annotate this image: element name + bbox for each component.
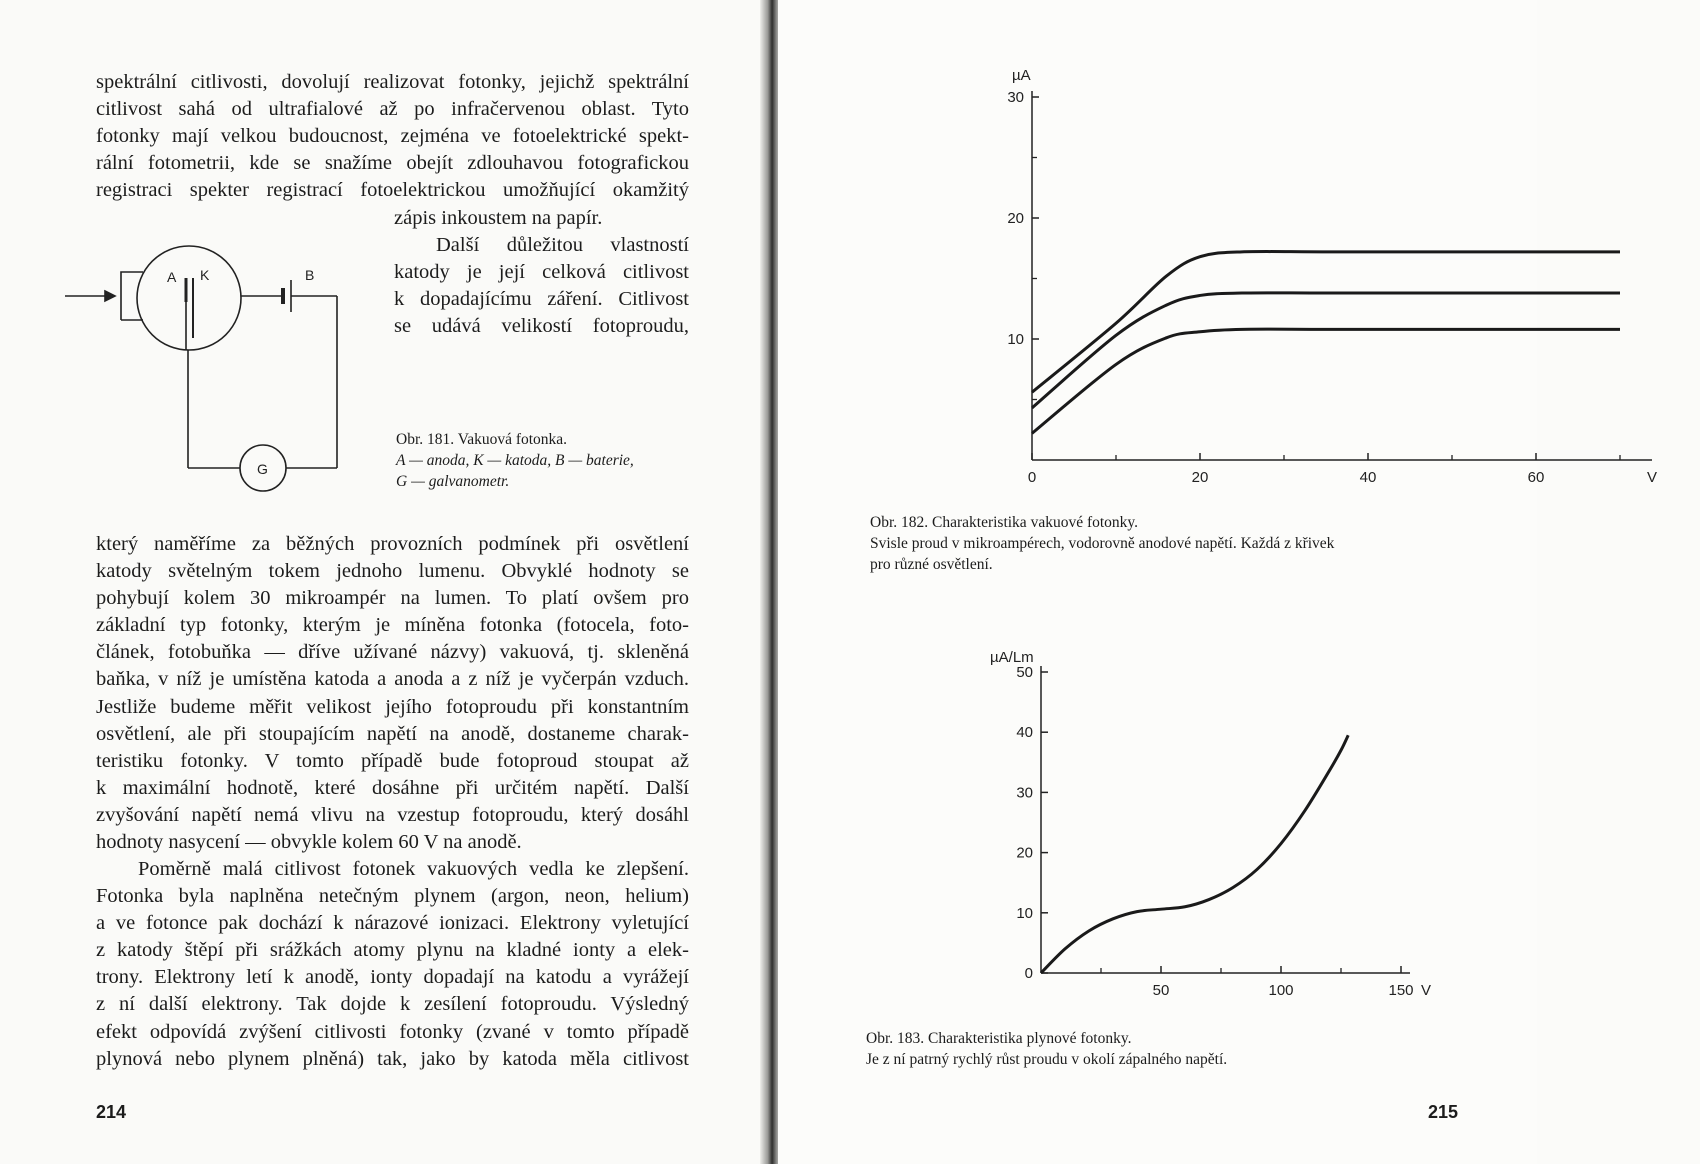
text-line: k dopadajícímu záření. Citlivost: [394, 288, 689, 311]
caption-line: Svisle proud v mikroampérech, vodorovně anodové napětí. Každá z křivek: [870, 535, 1335, 552]
text-line: se udává velikostí fotoproudu,: [394, 315, 689, 338]
text-line: Poměrně malá citlivost fotonek vakuových vedla ke zlepšení.: [138, 858, 689, 880]
x-tick-label: 100: [1268, 982, 1294, 999]
paragraph-last: [96, 856, 689, 1073]
text-line: osvětlení, ale při stoupajícím napětí na anodě, dostaneme charak-: [96, 722, 689, 745]
right-page: [778, 0, 1658, 1164]
x-tick-label: 150: [1388, 982, 1414, 999]
caption-line: Je z ní patrný rychlý růst proudu v okolí zápalného napětí.: [866, 1051, 1228, 1068]
text-line: rální fotometrii, kde se snažíme obejít zdlouhavou fotografickou: [96, 152, 689, 175]
y-axis-unit-label: µA: [1012, 67, 1031, 84]
glass-bulb: [137, 246, 241, 350]
chart-gas-phototube: [980, 640, 1700, 1020]
y-axis-unit-label: µA/Lm: [990, 649, 1034, 666]
text-line: citlivost sahá od ultrafialové až po infračervenou oblast. Tyto: [96, 98, 689, 121]
x-tick-label: 0: [1027, 469, 1037, 486]
text-line: z katody štěpí při srážkách atomy plynu na kladné ionty a elek-: [96, 939, 689, 962]
caption-title: Obr. 182. Charakteristika vakuové fotonky.: [870, 514, 1139, 531]
caption-title: Obr. 183. Charakteristika plynové fotonky.: [866, 1030, 1132, 1047]
x-axis-unit-label: V: [1646, 469, 1658, 486]
y-tick-label: 50: [1016, 664, 1033, 681]
y-tick-label: 40: [1016, 724, 1033, 742]
page-number-left: 214: [96, 1102, 127, 1122]
text-line: spektrální citlivosti, dovolují realizovat fotonky, jejichž spektrální: [96, 71, 689, 93]
text-line: zvyšování napětí nemá vlivu na vzestup fotoproudu, který dosáhl: [96, 803, 689, 826]
caption-title: Obr. 181. Vakuová fotonka.: [396, 431, 568, 448]
y-tick-label: 20: [1007, 210, 1024, 227]
y-tick-label: 0: [1024, 965, 1033, 982]
caption-line: G — galvanometr.: [396, 473, 510, 490]
text-line: registraci spekter registrací fotoelektrickou umožňující okamžitý: [96, 179, 689, 202]
caption-line: A — anoda, K — katoda, B — baterie,: [396, 452, 634, 469]
text-line: pohybují kolem 30 mikroampér na lumen. To platí ovšem pro: [96, 587, 689, 610]
y-tick-label: 10: [1016, 904, 1033, 922]
text-line: a ve fotonce pak dochází k nárazové ionizaci. Elektrony vyletující: [96, 912, 689, 935]
series-line-3: [1032, 329, 1620, 433]
figure-183-caption: [866, 1028, 1466, 1070]
x-tick-label: 50: [1152, 982, 1170, 999]
text-line: efekt odpovídá zvýšení citlivosti fotonky (zvané v tomto případě: [96, 1020, 689, 1043]
text-line: hodnoty nasycení — obvykle kolem 60 V na anodě.: [96, 831, 522, 854]
vacuum-phototube-diagram: [55, 238, 355, 498]
series-line-1: [1041, 735, 1348, 973]
page-number-right: 215: [1428, 1102, 1459, 1122]
figure-182-caption: [870, 512, 1470, 575]
text-line: Jestliže budeme měřit velikost jejího fotoproudu při konstantním: [96, 695, 689, 718]
x-axis-unit-label: V: [1420, 982, 1432, 999]
text-line: z ní další elektrony. Tak dojde k zesílení fotoproudu. Výsledný: [96, 993, 689, 1016]
y-tick-label: 10: [1007, 331, 1024, 348]
paragraph-top: [96, 69, 689, 204]
chart-vacuum-phototube: [980, 60, 1700, 490]
text-line: k maximální hodnotě, které dosáhne při určitém napětí. Další: [96, 776, 689, 799]
cathode-label: K: [200, 267, 210, 283]
x-tick-label: 20: [1191, 469, 1209, 486]
text-line: Fotonka byla naplněna netečným plynem (argon, neon, helium): [96, 885, 689, 908]
paragraph-side: [394, 205, 689, 340]
x-tick-label: 60: [1527, 469, 1545, 486]
text-line: základní typ fotonky, kterým je míněna fotonka (fotocela, foto-: [96, 614, 689, 637]
x-tick-label: 40: [1359, 469, 1377, 486]
galvanometer-label: G: [257, 461, 268, 477]
y-tick-label: 20: [1016, 844, 1033, 862]
y-tick-label: 30: [1016, 784, 1033, 802]
text-line: trony. Elektrony letí k anodě, ionty dopadají na katodu a vyrážejí: [96, 966, 689, 989]
battery-label: B: [305, 267, 315, 283]
caption-line: pro různé osvětlení.: [870, 556, 993, 573]
left-page: [0, 0, 762, 1164]
paragraph-main: [96, 531, 689, 856]
text-line: zápis inkoustem na papír.: [394, 207, 603, 229]
y-tick-label: 30: [1007, 89, 1024, 106]
figure-181-caption: [396, 429, 696, 492]
series-line-1: [1032, 252, 1620, 393]
text-line: plynová nebo plynem plněná) tak, jako by katoda měla citlivost: [96, 1047, 689, 1070]
series-line-2: [1032, 293, 1620, 408]
text-line: článek, fotobuňka — dříve užívané názvy) vakuová, tj. skleněná: [96, 641, 689, 664]
text-line: fotonky mají velkou budoucnost, zejména ve fotoelektrické spekt-: [96, 125, 689, 148]
text-line: katody světelným tokem jednoho lumenu. Obvyklé hodnoty se: [96, 560, 689, 583]
text-line: který naměříme za běžných provozních podmínek při osvětlení: [96, 533, 689, 555]
text-line: baňka, v níž je umístěna katoda a anoda a z níž je vyčerpán vzduch.: [96, 668, 689, 691]
anode-label: A: [167, 269, 177, 285]
text-line: teristiku fotonky. V tomto případě bude fotoproud stoupat až: [96, 749, 689, 772]
text-line: katody je její celková citlivost: [394, 261, 689, 284]
text-line: Další důležitou vlastností: [436, 234, 689, 257]
light-arrow-head: [105, 291, 115, 301]
